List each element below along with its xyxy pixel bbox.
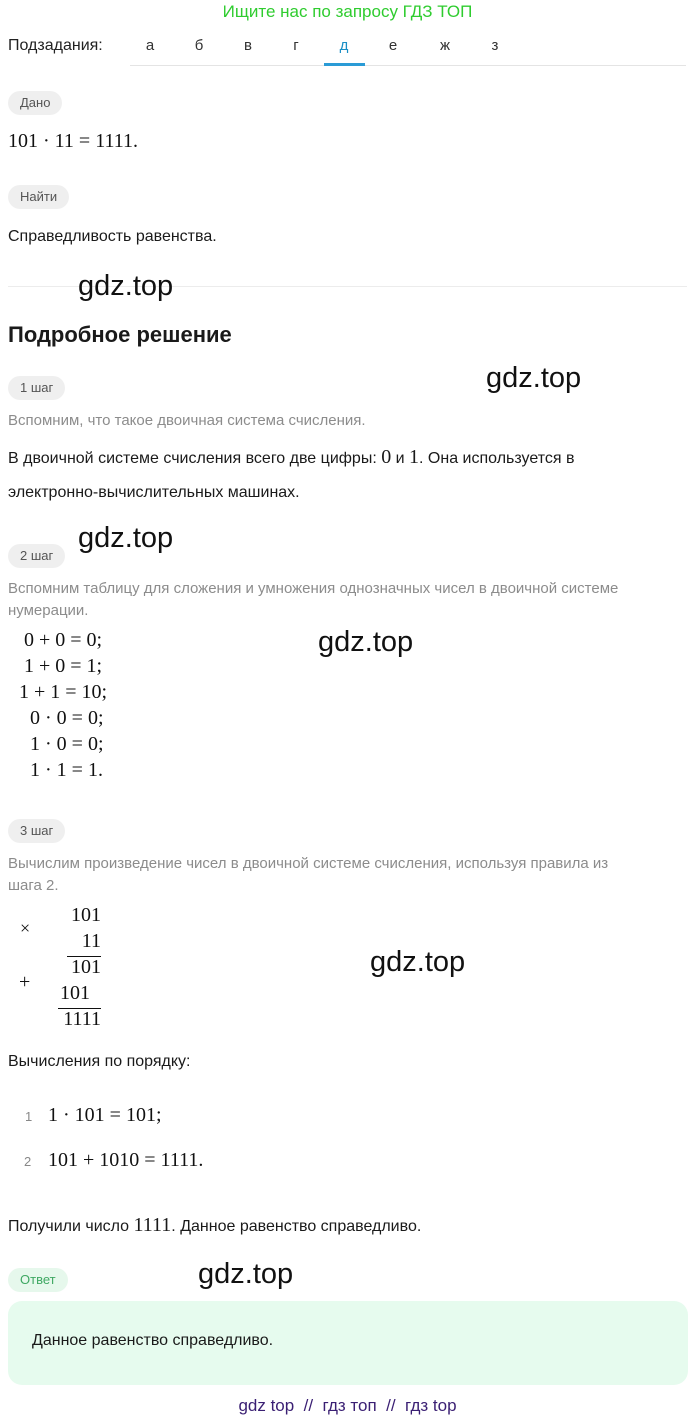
step-3-badge: 3 шаг [8,819,65,843]
table-row: 1 · 0 = 0; [30,733,104,755]
step-3-hint: Вычислим произведение чисел в двоичной системе счисления, используя правила из [8,855,609,872]
given-badge: Дано [8,91,62,115]
solution-title: Подробное решение [8,322,232,347]
step-3-hint-line-2: шага 2. [8,877,59,894]
step-2-hint: Вспомним таблицу для сложения и умножения однозначных чисел в двоичной системе [8,580,619,597]
tab-d[interactable]: д [339,37,349,54]
order-title: Вычисления по порядку: [8,1053,191,1070]
answer-badge: Ответ [8,1268,68,1292]
table-row: 1 · 1 = 1. [30,759,103,781]
promo-banner: Ищите нас по запросу ГДЗ ТОП [222,2,473,21]
tab-g[interactable]: г [293,37,299,54]
tab-a[interactable]: а [145,37,155,54]
find-text: Справедливость равенства. [8,228,217,245]
table-row: 0 + 0 = 0; [24,629,103,651]
multiplier: 11 [81,930,101,952]
watermark: gdz.top [78,522,174,554]
table-row: 0 · 0 = 0; [30,707,104,729]
list-item: 101 + 1010 = 1111. [48,1149,204,1171]
subtasks-label: Подзадания: [8,37,103,54]
answer-text: Данное равенство справедливо. [32,1332,274,1349]
list-number: 1 [25,1109,33,1124]
watermark: gdz.top [318,626,414,658]
step-2-badge: 2 шаг [8,544,65,568]
step-1-body-line-2: электронно-вычислительных машинах. [8,484,300,501]
table-row: 1 + 0 = 1; [24,655,103,677]
partial-product-1: 101 [71,956,101,978]
digit-zero: 0 [381,446,392,468]
multiply-sign: × [20,918,31,938]
plus-sign: + [19,971,31,993]
step-1-hint: Вспомним, что такое двоичная система счисления. [8,412,366,429]
step-1-body-text: В двоичной системе счисления всего две цифры: [8,450,382,467]
conclusion [8,1214,421,1237]
given-expression: 101 · 11 = 1111. [8,130,138,152]
watermark: gdz.top [78,270,174,302]
tabs-divider [130,65,686,66]
tab-zh[interactable]: ж [439,37,451,54]
list-number: 2 [24,1154,32,1169]
step-1-body-text-2: . Она используется в [419,450,575,467]
conclusion-text: Получили число [8,1218,134,1235]
step-1-and: и [391,450,410,467]
watermark: gdz.top [486,362,582,394]
active-tab-indicator [324,63,365,66]
digit-one: 1 [409,446,420,468]
tab-z[interactable]: з [491,37,499,54]
list-item: 1 · 101 = 101; [48,1104,162,1126]
product-result: 1111 [63,1008,101,1030]
find-badge: Найти [8,185,69,209]
conclusion-text-2: . Данное равенство справедливо. [171,1218,422,1235]
partial-product-2: 101 [60,982,90,1004]
footer-links[interactable]: gdz top // гдз топ // гдз top [238,1396,457,1415]
watermark: gdz.top [370,946,466,978]
step-1-badge: 1 шаг [8,376,65,400]
multiplicand: 101 [71,904,101,926]
watermark: gdz.top [198,1258,294,1290]
step-1-body [8,446,574,469]
table-row: 1 + 1 = 10; [19,681,108,703]
step-2-hint-line-2: нумерации. [8,602,89,619]
tab-v[interactable]: в [244,37,252,54]
tab-e[interactable]: е [388,37,398,54]
tab-b[interactable]: б [194,37,204,54]
conclusion-number: 1111 [133,1214,172,1236]
